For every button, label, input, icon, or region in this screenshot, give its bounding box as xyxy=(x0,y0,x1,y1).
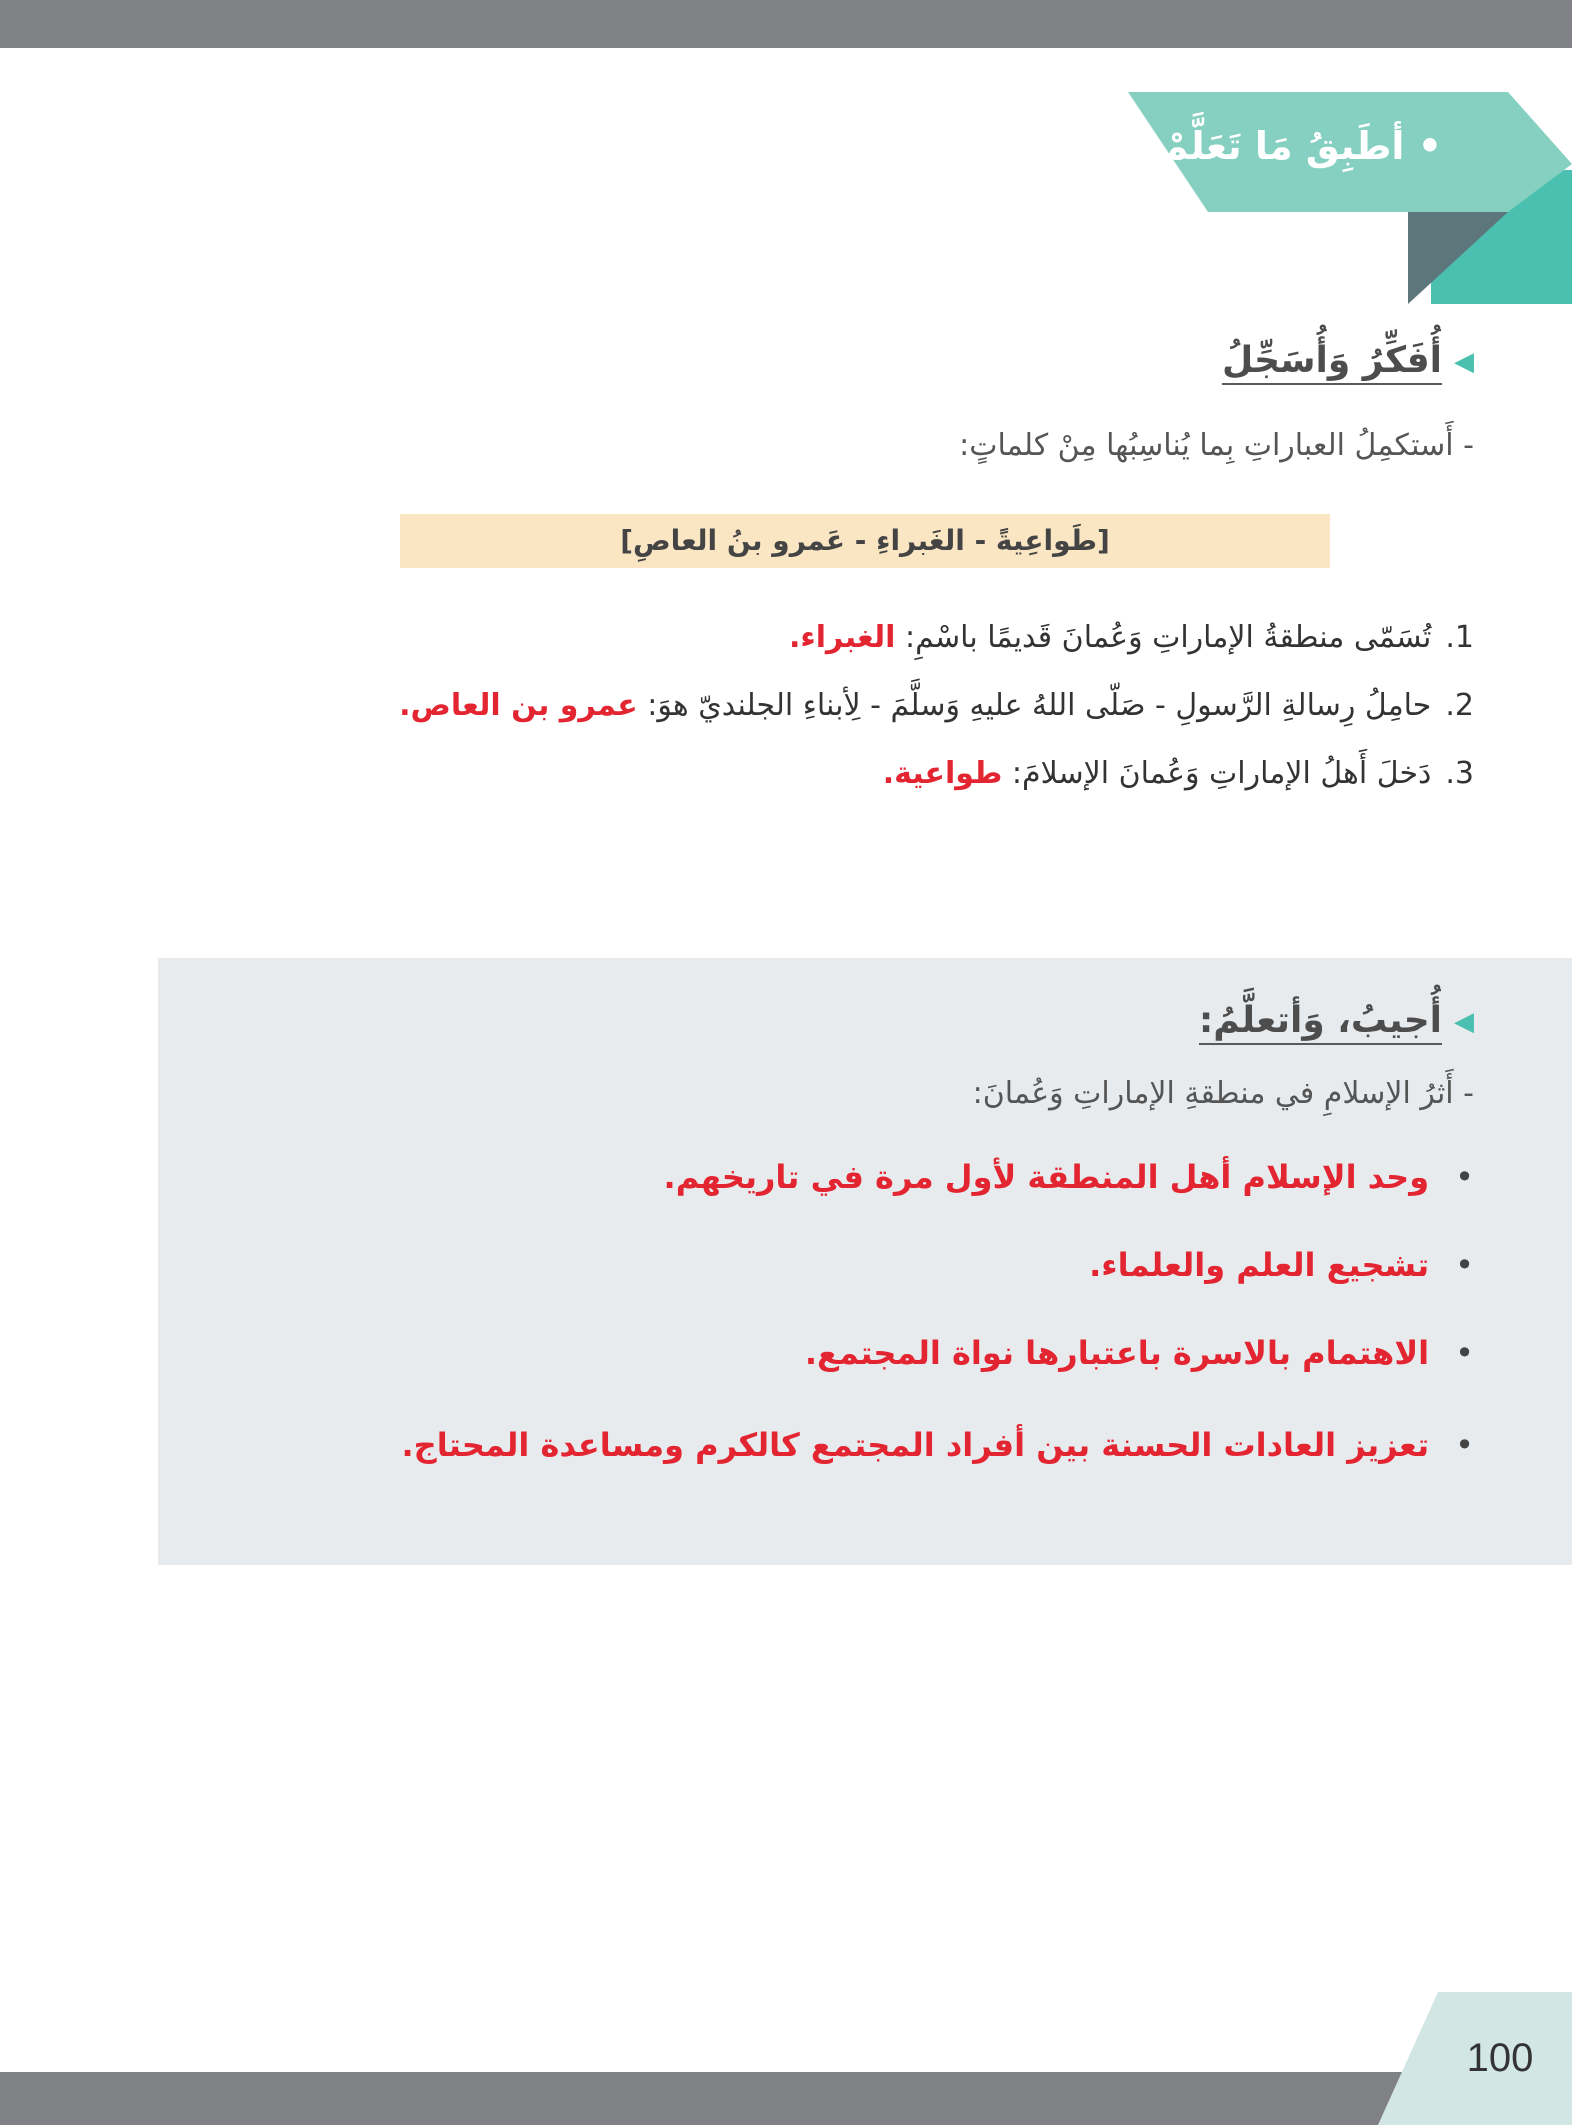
list-item xyxy=(1089,1246,1474,1284)
item-number: 1. xyxy=(1445,620,1474,655)
list-item xyxy=(664,1158,1474,1196)
list-item xyxy=(805,1334,1474,1372)
banner-title: • أطَبِقُ مَا تَعَلَّمْتُ xyxy=(1124,124,1442,168)
triangle-bullet-icon: ◀ xyxy=(1454,1007,1474,1037)
bullet-dot-icon: • xyxy=(1455,1334,1474,1372)
instruction-text: - أَستكمِلُ العباراتِ بِما يُناسِبُها مِنْ كلماتٍ: xyxy=(959,428,1474,463)
bullet-text: وحد الإسلام أهل المنطقة لأول مرة في تاريخهم. xyxy=(663,1158,1430,1196)
item-answer: عمرو بن العاص. xyxy=(399,688,638,723)
section-heading-answer xyxy=(1199,1000,1474,1041)
item-answer: طواعية. xyxy=(882,756,1003,791)
section-heading-think xyxy=(1222,340,1474,381)
item-text: تُسَمّى منطقةُ الإماراتِ وَعُمانَ قَديمًا باسْمِ: xyxy=(904,620,1432,655)
section-heading-text: أُفَكِّرُ وَأُسَجِّلُ xyxy=(1222,340,1442,385)
top-bar xyxy=(0,0,1572,48)
triangle-bullet-icon: ◀ xyxy=(1454,347,1474,377)
section-heading-text: أُجيبُ، وَأتعلَّمُ: xyxy=(1199,1000,1442,1045)
list-item xyxy=(883,756,1474,791)
word-bank: [طَواعِيةً - الغَبراءِ - عَمرو بنُ العاصِ] xyxy=(400,514,1330,568)
list-item xyxy=(399,688,1474,723)
item-text: دَخلَ أَهلُ الإماراتِ وَعُمانَ الإسلامَ: xyxy=(1011,756,1432,791)
item-number: 3. xyxy=(1445,756,1474,791)
instruction-text: - أَثرُ الإسلامِ في منطقةِ الإماراتِ وَعُمانَ: xyxy=(972,1076,1474,1111)
list-item xyxy=(789,620,1474,655)
bullet-dot-icon: • xyxy=(1455,1158,1474,1196)
page-number: 100 xyxy=(1466,2036,1534,2080)
item-answer: الغبراء. xyxy=(789,620,896,655)
item-text: حامِلُ رِسالةِ الرَّسولِ - صَلّى اللهُ عليهِ وَسلَّمَ - لِأبناءِ الجلنديّ هوَ: xyxy=(647,688,1432,723)
bullet-text: تشجيع العلم والعلماء. xyxy=(1089,1246,1430,1284)
bullet-dot-icon: • xyxy=(1455,1426,1474,1464)
item-number: 2. xyxy=(1445,688,1474,723)
bullet-text: الاهتمام بالاسرة باعتبارها نواة المجتمع. xyxy=(804,1334,1430,1372)
list-item xyxy=(402,1426,1474,1464)
bullet-dot-icon: • xyxy=(1455,1246,1474,1284)
bullet-text: تعزيز العادات الحسنة بين أفراد المجتمع كالكرم ومساعدة المحتاج. xyxy=(401,1426,1430,1464)
banner-title-text: أطَبِقُ مَا تَعَلَّمْتُ xyxy=(1124,124,1405,168)
bottom-bar xyxy=(0,2072,1572,2125)
